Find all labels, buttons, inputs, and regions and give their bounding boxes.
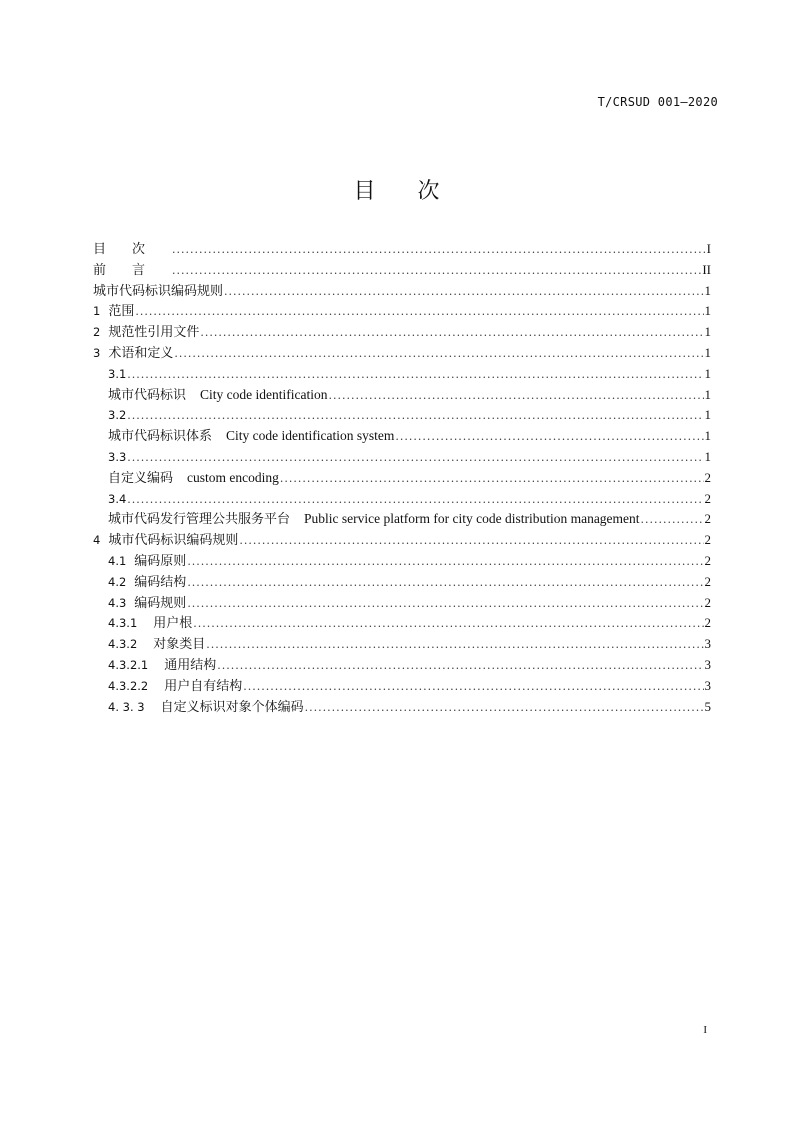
toc-dot-leader — [193, 614, 703, 635]
toc-entry-label: 对象类目 — [153, 637, 206, 653]
toc-entry-label: 城市代码标识 — [108, 387, 187, 403]
toc-dot-leader — [243, 677, 703, 698]
toc-entry-title — [93, 261, 171, 282]
toc-entry-page: 1 — [704, 344, 711, 360]
toc-dot-leader — [172, 261, 701, 282]
toc-entry[interactable] — [93, 281, 711, 302]
toc-entry-title — [108, 405, 126, 427]
toc-entry-label: 用户根 — [153, 616, 193, 632]
toc-entry-number: 3.4 — [108, 491, 127, 506]
toc-entry-number: 4. 3. 3 — [108, 699, 145, 714]
toc-entry-page: 3 — [704, 677, 711, 693]
toc-entry-page: 1 — [704, 324, 711, 340]
toc-entry[interactable] — [93, 655, 711, 676]
toc-entry[interactable] — [93, 634, 711, 655]
toc-entry-page: 1 — [704, 448, 711, 464]
toc-entry[interactable] — [93, 551, 711, 572]
toc-dot-leader — [174, 344, 703, 365]
toc-entry-title — [108, 364, 126, 386]
toc-entry[interactable] — [93, 489, 711, 510]
toc-entry-english-label: Public service platform for city code distribution management — [304, 511, 640, 527]
toc-entry-title — [108, 572, 186, 594]
toc-entry-title — [108, 655, 216, 677]
toc-entry-title — [108, 489, 126, 511]
toc-dot-leader — [200, 323, 703, 344]
toc-entry[interactable] — [93, 593, 711, 614]
toc-entry[interactable] — [93, 509, 711, 530]
toc-dot-leader — [172, 240, 706, 261]
toc-dot-leader — [206, 635, 703, 656]
toc-entry-number: 4 — [93, 533, 101, 548]
toc-dot-leader — [187, 552, 703, 573]
toc-entry-label: 城市代码标识编码规则 — [108, 533, 239, 549]
toc-entry[interactable] — [93, 364, 711, 385]
toc-entry-title — [108, 593, 186, 615]
toc-entry-label: 前言 — [93, 262, 172, 278]
toc-entry-number: 3.3 — [108, 449, 127, 464]
toc-entry-label: 编码结构 — [134, 574, 187, 590]
toc-dot-leader — [127, 406, 703, 427]
toc-entry-page: 3 — [704, 636, 711, 652]
toc-entry-number: 4.3 — [108, 595, 127, 610]
toc-entry-page: 1 — [704, 365, 711, 381]
toc-entry-page: 5 — [704, 698, 711, 714]
toc-entry[interactable] — [93, 343, 711, 364]
toc-entry-page: 2 — [704, 552, 711, 568]
toc-entry[interactable] — [93, 260, 711, 281]
toc-entry-title — [93, 530, 238, 552]
toc-entry-title — [93, 322, 199, 344]
toc-dot-leader — [280, 469, 704, 490]
toc-entry-page: 2 — [704, 594, 711, 610]
document-id: T/CRSUD 001—2020 — [597, 95, 718, 109]
toc-entry-label: 编码原则 — [134, 553, 187, 569]
toc-entry-number: 3.1 — [108, 366, 127, 381]
toc-entry[interactable] — [93, 676, 711, 697]
toc-dot-leader — [135, 302, 703, 323]
toc-entry-label: 自定义编码 — [108, 470, 174, 486]
toc-entry-number: 4.3.1 — [108, 616, 138, 631]
toc-entry-title — [108, 634, 205, 656]
toc-entry[interactable] — [93, 239, 711, 260]
toc-entry-page: 1 — [704, 386, 711, 402]
toc-entry-label: 范围 — [108, 304, 135, 320]
toc-entry-title — [108, 468, 279, 490]
toc-entry-label: 通用结构 — [164, 657, 217, 673]
toc-dot-leader — [328, 386, 703, 407]
toc-dot-leader — [305, 698, 704, 719]
toc-entry-title — [108, 613, 192, 635]
toc-entry-page: 1 — [704, 407, 711, 423]
toc-entry-title — [108, 426, 394, 448]
toc-entry-label: 城市代码发行管理公共服务平台 — [108, 512, 291, 528]
toc-entry-number: 4.3.2.1 — [108, 657, 149, 672]
toc-entry-number: 4.3.2 — [108, 637, 138, 652]
toc-dot-leader — [641, 510, 704, 531]
toc-entry-page: 2 — [704, 469, 711, 485]
toc-entry[interactable] — [93, 301, 711, 322]
toc-entry-title — [93, 240, 171, 261]
toc-entry[interactable] — [93, 613, 711, 634]
toc-dot-leader — [395, 427, 703, 448]
page-number: I — [703, 1024, 707, 1036]
toc-entry-label: 编码规则 — [134, 595, 187, 611]
toc-entry-page: I — [706, 241, 711, 256]
toc-entry-page: 3 — [704, 656, 711, 672]
toc-entry[interactable] — [93, 468, 711, 489]
toc-entry[interactable] — [93, 572, 711, 593]
page-title: 目次 — [353, 179, 482, 204]
toc-entry-title — [108, 697, 304, 719]
toc-entry-number: 3.2 — [108, 408, 127, 423]
toc-dot-leader — [127, 365, 703, 386]
toc-entry-label: 术语和定义 — [108, 345, 174, 361]
toc-entry-label: 用户自有结构 — [164, 678, 243, 694]
toc-entry-title — [93, 343, 173, 365]
toc-entry-english-label: City code identification system — [226, 428, 395, 444]
toc-dot-leader — [127, 490, 703, 511]
toc-entry-label: 城市代码标识编码规则 — [93, 283, 224, 299]
toc-dot-leader — [239, 531, 703, 552]
toc-entry-number: 2 — [93, 325, 101, 340]
toc-entry-english-label: City code identification — [200, 386, 328, 402]
toc-entry-title — [108, 385, 327, 407]
toc-entry-page: II — [702, 261, 711, 277]
toc-entry-page: 1 — [704, 428, 711, 444]
toc-entry[interactable] — [93, 530, 711, 551]
toc-entry-number: 4.1 — [108, 553, 127, 568]
toc-entry[interactable] — [93, 426, 711, 447]
toc-entry[interactable] — [93, 447, 711, 468]
toc-dot-leader — [224, 282, 703, 303]
toc-dot-leader — [127, 448, 703, 469]
toc-entry-english-label: custom encoding — [187, 469, 279, 485]
toc-entry-title — [108, 447, 126, 469]
toc-entry-page: 2 — [704, 532, 711, 548]
toc-entry-label: 规范性引用文件 — [108, 325, 200, 341]
toc-entry-title — [108, 551, 186, 573]
toc-entry-page: 2 — [704, 511, 711, 527]
toc-entry-number: 1 — [93, 304, 101, 319]
toc-dot-leader — [187, 594, 703, 615]
toc-entry-page: 2 — [704, 615, 711, 631]
toc-entry-label: 目次 — [93, 242, 172, 257]
toc-entry-page: 1 — [704, 282, 711, 298]
toc-entry[interactable] — [93, 697, 711, 718]
toc-dot-leader — [217, 656, 703, 677]
toc-entry-page: 1 — [704, 303, 711, 319]
toc-entry-title — [108, 676, 242, 698]
toc-entry-page: 2 — [704, 490, 711, 506]
toc-entry[interactable] — [93, 405, 711, 426]
toc-entry[interactable] — [93, 322, 711, 343]
toc-entry-label: 城市代码标识体系 — [108, 429, 213, 445]
toc-entry-number: 3 — [93, 345, 101, 360]
toc-entry[interactable] — [93, 385, 711, 406]
toc-entry-number: 4.2 — [108, 574, 127, 589]
toc-entry-title — [93, 301, 134, 323]
toc-entry-title — [108, 509, 640, 531]
toc-entry-number: 4.3.2.2 — [108, 678, 149, 693]
toc-entry-label: 自定义标识对象个体编码 — [160, 699, 304, 715]
toc-entry-title — [93, 282, 223, 303]
toc-entry-page: 2 — [704, 573, 711, 589]
toc-dot-leader — [187, 573, 703, 594]
table-of-contents — [93, 239, 711, 717]
